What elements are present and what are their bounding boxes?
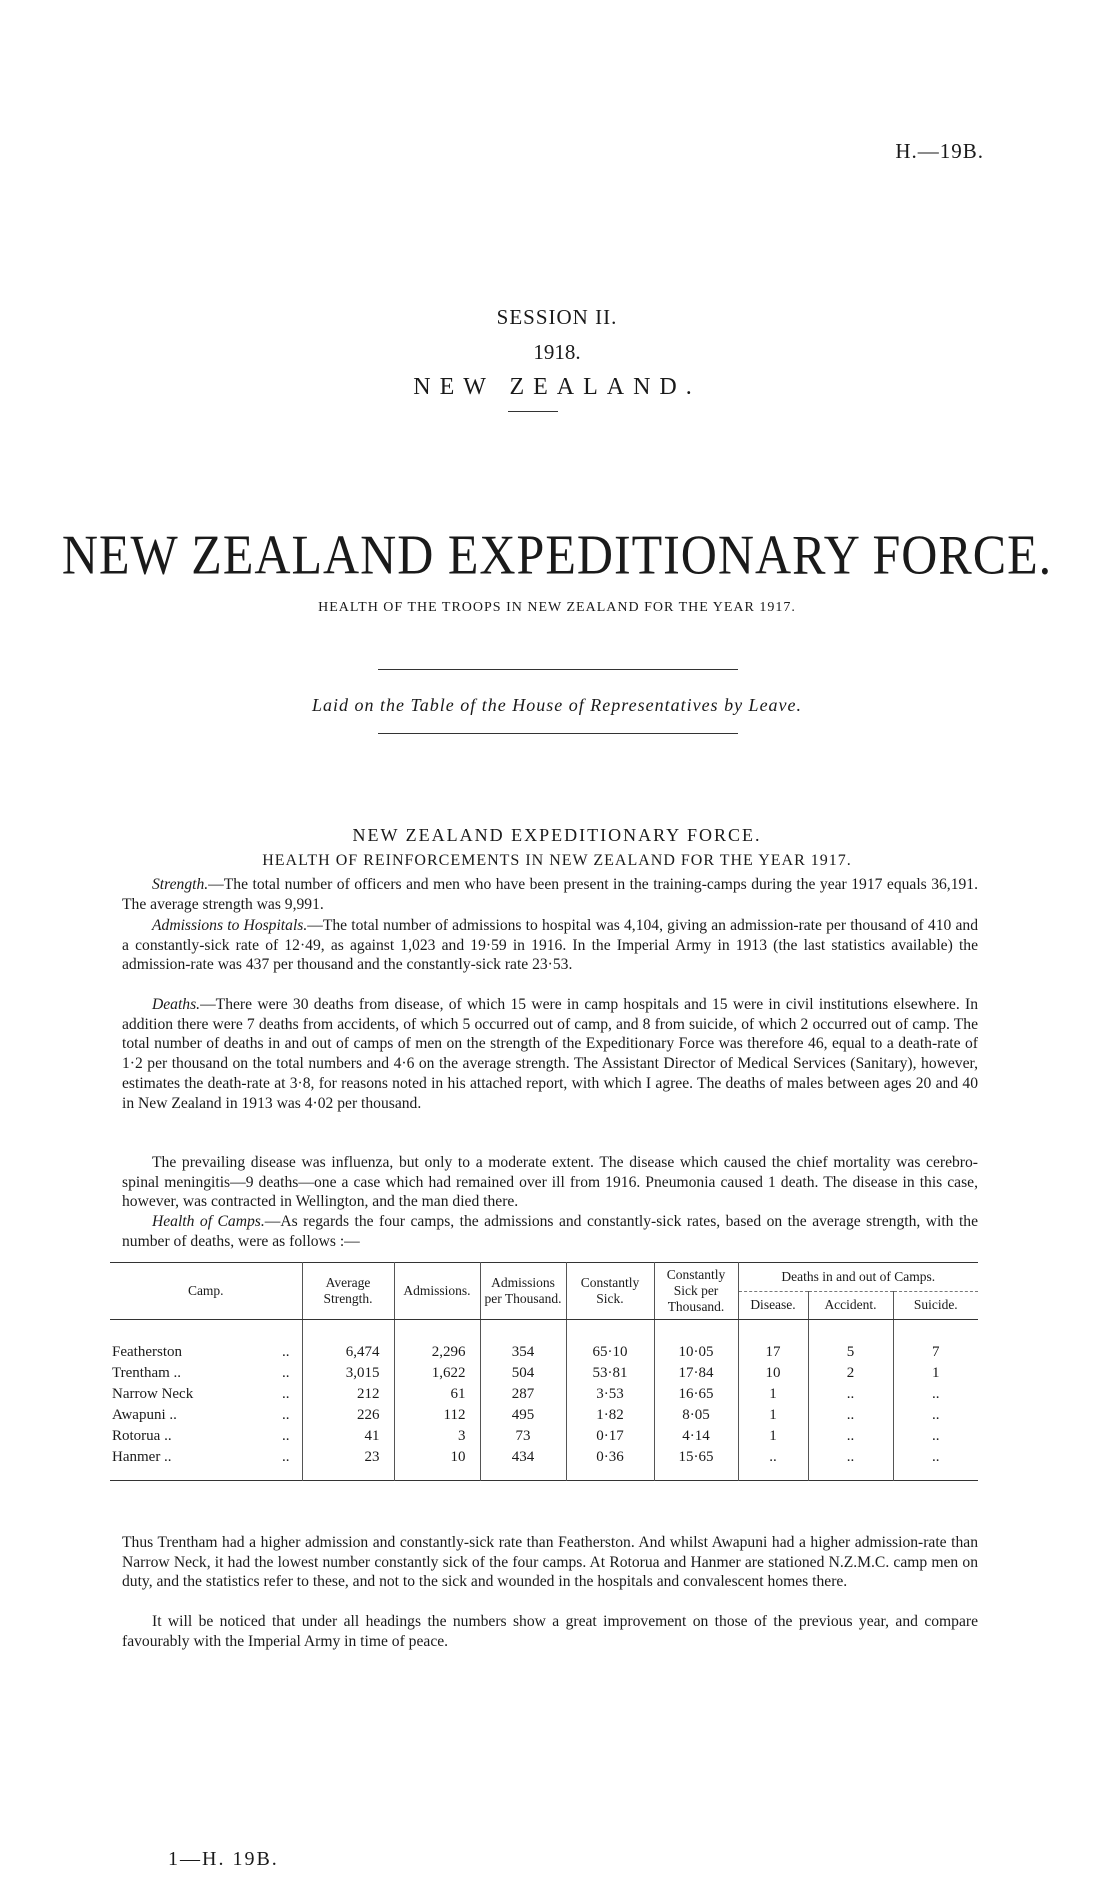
constantly-sick: 3·53 — [566, 1384, 654, 1405]
camp-name: .. Narrow Neck — [112, 1386, 290, 1402]
deaths-suicide: .. — [893, 1447, 978, 1468]
deaths-accident: .. — [808, 1447, 893, 1468]
deaths-suicide: .. — [893, 1384, 978, 1405]
camp-name: .. Awapuni .. — [112, 1407, 290, 1423]
admissions: 10 — [394, 1447, 480, 1468]
deaths-accident: 5 — [808, 1342, 893, 1363]
divider-top — [378, 669, 738, 670]
header-disease: Disease. — [738, 1291, 808, 1320]
table-row — [110, 1447, 978, 1468]
camps-paragraph — [122, 1212, 978, 1251]
admissions: 3 — [394, 1426, 480, 1447]
admissions-per-thousand: 504 — [480, 1363, 566, 1384]
footer-reference: 1—H. 19B. — [168, 1848, 279, 1870]
constantly-sick-per-thousand: 17·84 — [654, 1363, 738, 1384]
deaths-disease: .. — [738, 1447, 808, 1468]
header-suicide: Suicide. — [893, 1291, 978, 1320]
closing-text: It will be noticed that under all headings the numbers show a great improvement on those of the previous year, and compare favourably with the Imperial Army in time of peace. — [122, 1613, 978, 1650]
laid-on-table-note: Laid on the Table of the House of Representatives by Leave. — [311, 695, 803, 715]
page-reference: H.—19B. — [895, 139, 984, 163]
report-title: NEW ZEALAND EXPEDITIONARY FORCE. — [352, 825, 762, 845]
deaths-text: —There were 30 deaths from disease, of which 15 were in camp hospitals and 15 were in civil institutions elsewhere. In addition there were 7 deaths from accidents, of which 5 occurred out of camp, and 8 from suicide, of which 2 occurred out of camp. The total number of deaths in and out of camps of men on the strength of the Expeditionary Force was therefore 46, equal to a death-rate of 1·2 per thousand on the total numbers and 4·6 on the average strength. The Assistant Director of Medical Services (Sanitary), however, estimates the death-rate at 3·8, for reasons noted in his attached report, with which I agree. The deaths of males between ages 20 and 40 in New Zealand in 1913 was 4·02 per thousand. — [122, 996, 978, 1112]
deaths-suicide: 7 — [893, 1342, 978, 1363]
session-year: 1918. — [533, 340, 581, 364]
constantly-sick: 1·82 — [566, 1405, 654, 1426]
admissions-heading: Admissions to Hospitals. — [152, 917, 308, 934]
header-deaths-group: Deaths in and out of Camps. — [738, 1263, 978, 1292]
deaths-suicide: .. — [893, 1405, 978, 1426]
constantly-sick-per-thousand: 16·65 — [654, 1384, 738, 1405]
admissions-per-thousand: 287 — [480, 1384, 566, 1405]
document-title: NEW ZEALAND EXPEDITIONARY FORCE. — [61, 523, 1053, 586]
table-row — [110, 1405, 978, 1426]
deaths-disease: 10 — [738, 1363, 808, 1384]
strength-text: —The total number of officers and men who have been present in the training-camps during the year 1917 equals 36,191. The average strength was 9,991. — [122, 876, 978, 913]
admissions-paragraph — [122, 916, 978, 975]
admissions: 1,622 — [394, 1363, 480, 1384]
country-heading: NEW ZEALAND. — [413, 374, 701, 400]
deaths-accident: 2 — [808, 1363, 893, 1384]
constantly-sick: 0·17 — [566, 1426, 654, 1447]
session-label: SESSION II. — [496, 305, 618, 329]
deaths-heading: Deaths. — [152, 996, 201, 1013]
divider-short — [508, 411, 558, 412]
strength-heading: Strength. — [152, 876, 209, 893]
average-strength: 6,474 — [302, 1342, 394, 1363]
report-subtitle: HEALTH OF REINFORCEMENTS IN NEW ZEALAND FOR THE YEAR 1917. — [262, 852, 852, 869]
table-row — [110, 1363, 978, 1384]
table-row — [110, 1384, 978, 1405]
deaths-disease: 1 — [738, 1426, 808, 1447]
camps-text: —As regards the four camps, the admissions and constantly-sick rates, based on the average strength, with the number of deaths, were as follows :— — [122, 1213, 978, 1250]
document-subtitle: HEALTH OF THE TROOPS IN NEW ZEALAND FOR THE YEAR 1917. — [318, 600, 796, 615]
table-row — [110, 1426, 978, 1447]
camp-name: .. Featherston — [112, 1344, 290, 1360]
header-admissions-per-thousand: Admissions per Thousand. — [480, 1263, 566, 1320]
comparison-text: Thus Trentham had a higher admission and constantly-sick rate than Featherston. And whilst Awapuni had a higher admission-rate than Narrow Neck, it had the lowest number constantly sick of the four camps. At Rotorua and Hanmer are stationed N.Z.M.C. camp men on duty, and the statistics refer to these, and not to the sick and wounded in the hospitals and convalescent homes there. — [122, 1534, 978, 1591]
header-accident: Accident. — [808, 1291, 893, 1320]
header-constantly-sick: Constantly Sick. — [566, 1263, 654, 1320]
deaths-accident: .. — [808, 1405, 893, 1426]
admissions-per-thousand: 354 — [480, 1342, 566, 1363]
constantly-sick: 65·10 — [566, 1342, 654, 1363]
camp-name: .. Trentham .. — [112, 1365, 290, 1381]
disease-text: The prevailing disease was influenza, but only to a moderate extent. The disease which caused the chief mortality was cerebro-spinal meningitis—9 deaths—one a case which had remained over ill from 1916. Pneumonia caused 1 death. The disease in this case, however, was contracted in Wellington, and the man died there. — [122, 1154, 978, 1211]
average-strength: 212 — [302, 1384, 394, 1405]
closing-paragraph — [122, 1612, 978, 1651]
constantly-sick: 0·36 — [566, 1447, 654, 1468]
deaths-suicide: .. — [893, 1426, 978, 1447]
average-strength: 41 — [302, 1426, 394, 1447]
deaths-disease: 1 — [738, 1405, 808, 1426]
admissions: 61 — [394, 1384, 480, 1405]
admissions-text: —The total number of admissions to hospital was 4,104, giving an admission-rate per thousand of 410 and a constantly-sick rate of 12·49, as against 1,023 and 19·59 in 1916. In the Imperial Army in 1913 (the last statistics available) the admission-rate was 437 per thousand and the constantly-sick rate 23·53. — [122, 917, 978, 974]
divider-bottom — [378, 733, 738, 734]
constantly-sick-per-thousand: 15·65 — [654, 1447, 738, 1468]
deaths-paragraph — [122, 995, 978, 1113]
deaths-suicide: 1 — [893, 1363, 978, 1384]
table-header-row — [110, 1263, 978, 1292]
header-camp: Camp. — [110, 1263, 302, 1320]
header-average-strength: Average Strength. — [302, 1263, 394, 1320]
average-strength: 23 — [302, 1447, 394, 1468]
constantly-sick-per-thousand: 8·05 — [654, 1405, 738, 1426]
deaths-disease: 17 — [738, 1342, 808, 1363]
admissions-per-thousand: 434 — [480, 1447, 566, 1468]
average-strength: 3,015 — [302, 1363, 394, 1384]
camp-name: .. Hanmer .. — [112, 1449, 290, 1465]
deaths-disease: 1 — [738, 1384, 808, 1405]
camp-statistics-table — [110, 1262, 978, 1481]
disease-paragraph — [122, 1153, 978, 1212]
camp-name: .. Rotorua .. — [112, 1428, 290, 1444]
constantly-sick-per-thousand: 4·14 — [654, 1426, 738, 1447]
admissions: 2,296 — [394, 1342, 480, 1363]
deaths-accident: .. — [808, 1384, 893, 1405]
constantly-sick-per-thousand: 10·05 — [654, 1342, 738, 1363]
header-admissions: Admissions. — [394, 1263, 480, 1320]
admissions: 112 — [394, 1405, 480, 1426]
comparison-paragraph — [122, 1533, 978, 1592]
strength-paragraph — [122, 875, 978, 914]
average-strength: 226 — [302, 1405, 394, 1426]
admissions-per-thousand: 73 — [480, 1426, 566, 1447]
header-constantly-sick-per-thousand: Constantly Sick per Thousand. — [654, 1263, 738, 1320]
table-row — [110, 1342, 978, 1363]
constantly-sick: 53·81 — [566, 1363, 654, 1384]
camps-heading: Health of Camps. — [152, 1213, 265, 1230]
admissions-per-thousand: 495 — [480, 1405, 566, 1426]
deaths-accident: .. — [808, 1426, 893, 1447]
